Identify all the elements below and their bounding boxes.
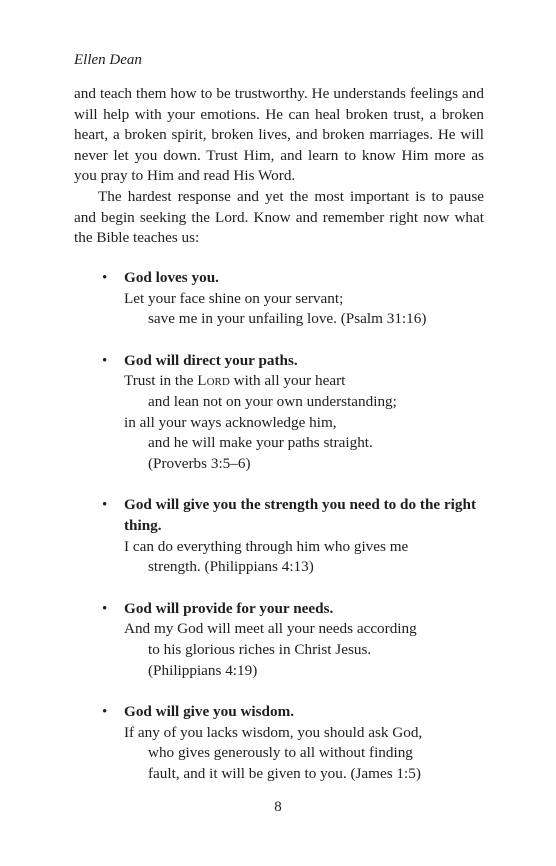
list-item <box>74 599 494 681</box>
body-text <box>74 84 484 249</box>
list-item <box>74 702 494 784</box>
list-item <box>74 495 494 577</box>
verse-line: Trust in the Lord with all your heart <box>124 372 346 390</box>
small-caps-lord: Lord <box>197 372 230 390</box>
running-header-author: Ellen Dean <box>74 52 142 68</box>
scripture-quote <box>124 371 494 474</box>
promise-title: God will provide for your needs. <box>124 599 334 617</box>
page-number: 8 <box>274 799 282 815</box>
verse-line: I can do everything through him who gives me <box>124 537 409 555</box>
verse-line: who gives generously to all without finding <box>148 744 413 762</box>
promise-title: God will direct your paths. <box>124 351 298 369</box>
verse-line: If any of you lacks wisdom, you should ask God, <box>124 723 423 741</box>
verse-line: fault, and it will be given to you. (James 1:5) <box>148 764 421 782</box>
verse-line: to his glorious riches in Christ Jesus. <box>148 640 372 658</box>
paragraph: The hardest response and yet the most important is to pause and begin seeking the Lord. Know and remember right now what the Bible teaches us: <box>74 187 484 247</box>
bullet-marker: • <box>102 352 108 369</box>
verse-line: and he will make your paths straight. <box>148 434 373 452</box>
scripture-quote <box>124 723 494 785</box>
list-item <box>74 268 494 330</box>
verse-line: in all your ways acknowledge him, <box>124 413 337 431</box>
verse-line: strength. (Philippians 4:13) <box>148 558 314 576</box>
promises-list <box>74 268 494 784</box>
verse-reference: (Proverbs 3:5–6) <box>148 454 251 472</box>
promise-title: God will give you wisdom. <box>124 703 295 721</box>
scripture-quote <box>124 619 494 681</box>
promise-title: God will give you the strength you need to do the right thing. <box>124 496 476 534</box>
verse-reference: (Philippians 4:19) <box>148 661 258 679</box>
verse-line: Let your face shine on your servant; <box>124 289 344 307</box>
verse-line: And my God will meet all your needs according <box>124 620 417 638</box>
verse-line: and lean not on your own understanding; <box>148 392 397 410</box>
scripture-quote <box>124 537 494 578</box>
scripture-quote <box>124 289 494 330</box>
verse-line: save me in your unfailing love. (Psalm 31:16) <box>148 310 427 328</box>
paragraph: and teach them how to be trustworthy. He understands feelings and will help with your emotions. He can heal broken trust, a broken heart, a broken spirit, broken lives, and broken marriages. He will never let you down. Trust Him, and learn to know Him more as you pray to Him and read His Word. <box>74 85 484 185</box>
bullet-marker: • <box>102 270 108 286</box>
bullet-marker: • <box>102 600 108 617</box>
list-item <box>74 351 494 475</box>
bullet-marker: • <box>102 704 108 721</box>
bullet-marker: • <box>102 497 108 514</box>
promise-title: God loves you. <box>124 269 219 286</box>
